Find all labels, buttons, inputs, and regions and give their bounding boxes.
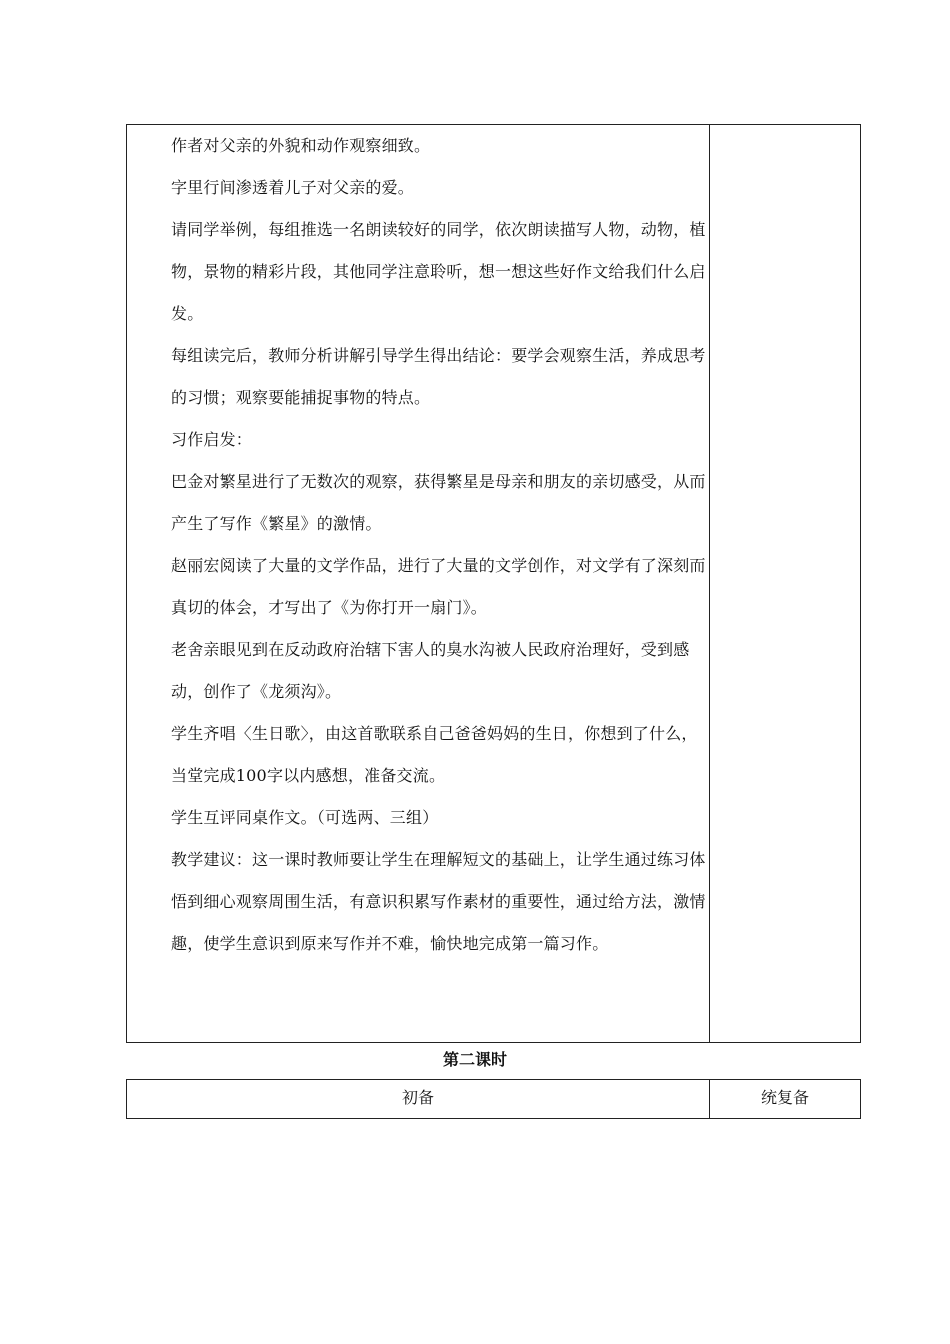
lesson-table <box>126 124 861 1043</box>
header-cell-initial-prep: 初备 <box>401 1088 434 1107</box>
paragraph: 字里行间渗透着儿子对父亲的爱。 <box>171 178 415 197</box>
column-divider <box>709 125 710 1042</box>
paragraph: 学生互评同桌作文。（可选两、三组） <box>171 808 439 827</box>
header-cell-review-prep: 统复备 <box>760 1088 809 1107</box>
paragraph: 作者对父亲的外貌和动作观察细致。 <box>171 136 431 155</box>
paragraph: 学生齐唱〈生日歌〉，由这首歌联系自己爸爸妈妈的生日，你想到了什么，当堂完成100字以内感想，准备交流。 <box>171 724 698 785</box>
lesson-content <box>171 125 706 965</box>
paragraph: 老舍亲眼见到在反动政府治辖下害人的臭水沟被人民政府治理好，受到感动，创作了《龙须沟》。 <box>171 640 690 701</box>
lesson2-table <box>126 1079 861 1119</box>
paragraph: 请同学举例，每组推选一名朗读较好的同学，依次朗读描写人物，动物，植物，景物的精彩片段，其他同学注意聆听，想一想这些好作文给我们什么启发。 <box>171 220 706 323</box>
paragraph: 巴金对繁星进行了无数次的观察，获得繁星是母亲和朋友的亲切感受，从而产生了写作《繁星》的激情。 <box>171 472 706 533</box>
paragraph: 赵丽宏阅读了大量的文学作品，进行了大量的文学创作，对文学有了深刻而真切的体会，才写出了《为你打开一扇门》。 <box>171 556 706 617</box>
section-heading: 第二课时 <box>442 1050 507 1069</box>
paragraph: 每组读完后，教师分析讲解引导学生得出结论：要学会观察生活，养成思考的习惯；观察要能捕捉事物的特点。 <box>171 346 706 407</box>
paragraph: 教学建议：这一课时教师要让学生在理解短文的基础上，让学生通过练习体悟到细心观察周围生活，有意识积累写作素材的重要性，通过给方法，激情趣，使学生意识到原来写作并不难，愉快地完成第一篇习作。 <box>171 850 706 953</box>
paragraph: 习作启发： <box>171 430 253 449</box>
